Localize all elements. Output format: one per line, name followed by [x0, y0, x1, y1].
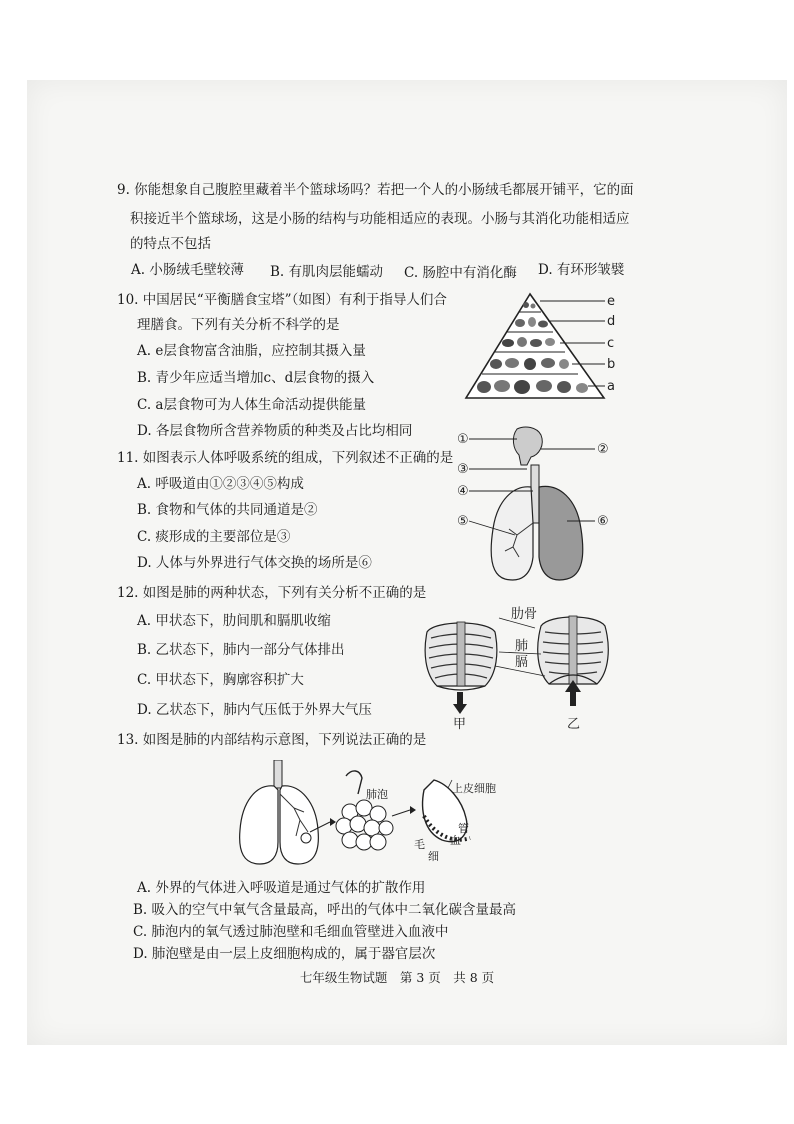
label-xi: 细 — [428, 850, 439, 863]
q10-option-a: A. e层食物富含油脂，应控制其摄入量 — [137, 343, 366, 359]
q11-option-c: C. 痰形成的主要部位是③ — [137, 529, 291, 545]
resp-label-1: ① — [457, 432, 469, 447]
label-guan: 管 — [458, 822, 469, 835]
pyramid-label-e: e — [607, 294, 615, 309]
q9-option-a: A. 小肠绒毛壁较薄 — [131, 262, 244, 278]
pyramid-label-a: a — [607, 379, 615, 394]
q10-option-c: C. a层食物可为人体生命活动提供能量 — [137, 397, 366, 413]
q9-option-b: B. 有肌肉层能蠕动 — [270, 264, 384, 280]
q12-stem: 12. 如图是肺的两种状态，下列有关分析不正确的是 — [117, 585, 427, 601]
q13-option-d: D. 肺泡壁是由一层上皮细胞构成的，属于器官层次 — [133, 946, 436, 962]
label-alveolus: 肺泡 — [366, 788, 388, 801]
alveolus-structure-figure — [238, 760, 518, 868]
label-yi: 乙 — [567, 717, 581, 732]
q10-option-d: D. 各层食物所含营养物质的种类及占比均相同 — [137, 423, 413, 439]
q10-stem-line1: 10. 中国居民“平衡膳食宝塔”（如图）有利于指导人们合 — [117, 292, 447, 308]
q11-stem: 11. 如图表示人体呼吸系统的组成，下列叙述不正确的是 — [117, 450, 454, 466]
resp-label-3: ③ — [457, 462, 469, 477]
pyramid-label-d: d — [607, 314, 616, 329]
pyramid-label-c: c — [607, 336, 615, 351]
q9-stem-line1: 9. 你能想象自己腹腔里藏着半个篮球场吗？若把一个人的小肠绒毛都展开铺平，它的面 — [117, 182, 634, 198]
q12-option-d: D. 乙状态下，肺内气压低于外界大气压 — [137, 702, 372, 718]
q13-option-a: A. 外界的气体进入呼吸道是通过气体的扩散作用 — [137, 880, 426, 896]
q11-option-d: D. 人体与外界进行气体交换的场所是⑥ — [137, 555, 372, 571]
q10-option-b: B. 青少年应适当增加c、d层食物的摄入 — [137, 370, 375, 386]
label-lung: 肺 — [515, 639, 529, 654]
label-xue: 血 — [450, 834, 461, 847]
lung-states-figure — [415, 602, 625, 732]
q13-stem: 13. 如图是肺的内部结构示意图，下列说法正确的是 — [117, 732, 427, 748]
q9-option-d: D. 有环形皱襞 — [538, 262, 625, 278]
label-mao: 毛 — [414, 838, 425, 851]
q13-option-c: C. 肺泡内的氧气透过肺泡壁和毛细血管壁进入血液中 — [133, 924, 449, 940]
q9-stem-line2: 积接近半个篮球场，这是小肠的结构与功能相适应的表现。小肠与其消化功能相适应 — [130, 211, 630, 227]
q11-option-a: A. 呼吸道由①②③④⑤构成 — [137, 476, 304, 492]
food-pyramid-figure — [460, 292, 620, 404]
resp-label-6: ⑥ — [597, 514, 609, 529]
q13-option-b: B. 吸入的空气中氧气含量最高，呼出的气体中二氧化碳含量最高 — [133, 902, 517, 918]
q9-stem-line3: 的特点不包括 — [130, 236, 211, 252]
q12-option-c: C. 甲状态下，胸廓容积扩大 — [137, 672, 304, 688]
q10-stem-line2: 理膳食。下列有关分析不科学的是 — [137, 317, 340, 333]
label-epithelial: 上皮细胞 — [452, 782, 496, 795]
q11-option-b: B. 食物和气体的共同通道是② — [137, 502, 318, 518]
page-footer: 七年级生物试题 第 3 页 共 8 页 — [299, 970, 495, 985]
ribcage-yi — [538, 616, 609, 706]
label-diaphragm: 膈 — [515, 655, 529, 670]
q12-option-a: A. 甲状态下，肋间肌和膈肌收缩 — [137, 613, 331, 629]
pyramid-label-b: b — [607, 357, 616, 372]
ribcage-jia — [425, 622, 497, 714]
label-rib: 肋骨 — [511, 607, 538, 622]
resp-label-2: ② — [597, 442, 609, 457]
resp-label-5: ⑤ — [457, 514, 469, 529]
respiratory-system-figure — [455, 425, 615, 585]
label-jia: 甲 — [453, 717, 467, 732]
q12-option-b: B. 乙状态下，肺内一部分气体排出 — [137, 642, 345, 658]
resp-label-4: ④ — [457, 484, 469, 499]
q9-option-c: C. 肠腔中有消化酶 — [404, 265, 517, 281]
